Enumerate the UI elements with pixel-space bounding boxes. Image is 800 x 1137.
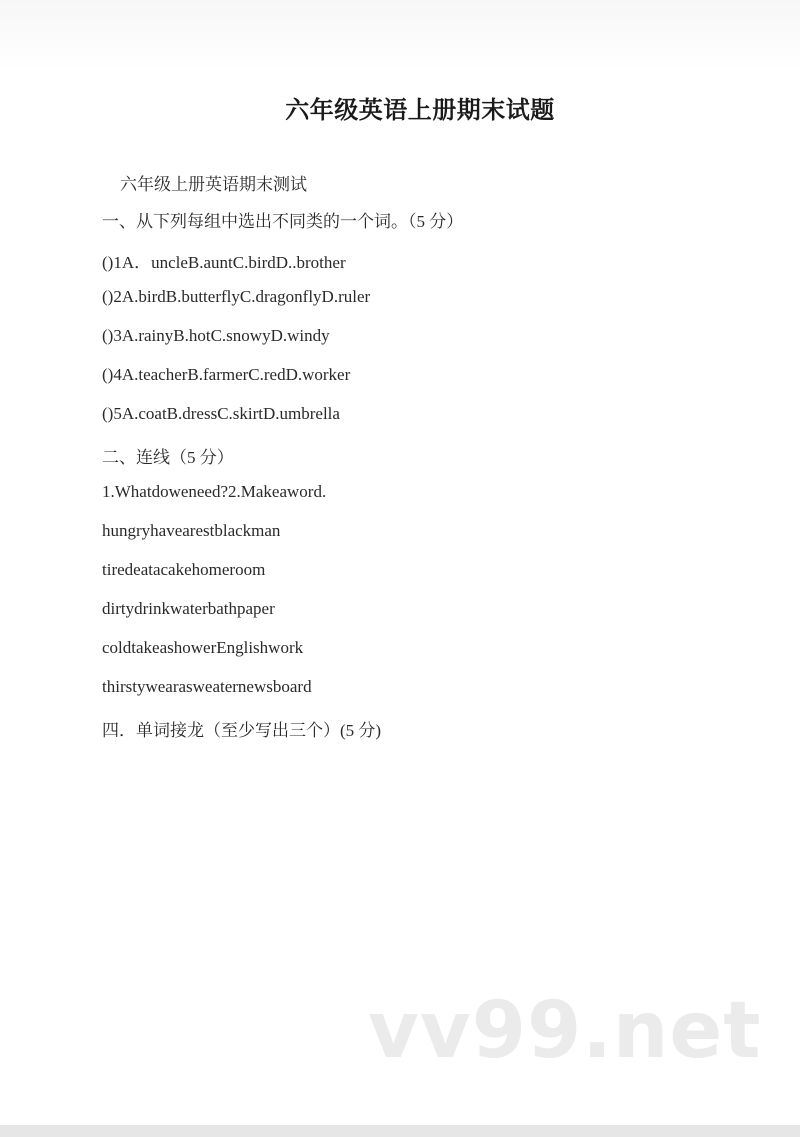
question-line: ()2A.birdB.butterflyC.dragonflyD.ruler (102, 287, 371, 306)
watermark: vv99.net (368, 986, 762, 1076)
matching-line: dirtydrinkwaterbathpaper (102, 599, 275, 618)
matching-header-line: 1.Whatdoweneed?2.Makeaword. (102, 482, 327, 501)
section-four-heading: 四．单词接龙（至少写出三个）(5 分) (102, 721, 382, 740)
question-line: ()5A.coatB.dressC.skirtD.umbrella (102, 404, 340, 423)
section-one-heading: 一、从下列每组中选出不同类的一个词。（5 分） (102, 212, 464, 231)
page-header-band (0, 0, 800, 70)
matching-line: thirstywearasweaternewsboard (102, 677, 312, 696)
question-line: ()3A.rainyB.hotC.snowyD.windy (102, 326, 330, 345)
document-title: 六年级英语上册期末试题 (285, 96, 555, 124)
question-line: ()4A.teacherB.farmerC.redD.worker (102, 365, 351, 384)
question-line: ()1A．uncleB.auntC.birdD..brother (102, 253, 346, 272)
section-two-heading: 二、连线（5 分） (102, 448, 234, 467)
subtitle-line: 六年级上册英语期末测试 (120, 175, 307, 194)
matching-line: hungryhavearestblackman (102, 521, 281, 540)
matching-line: tiredeatacakehomeroom (102, 560, 266, 579)
matching-line: coldtakeashowerEnglishwork (102, 638, 304, 657)
